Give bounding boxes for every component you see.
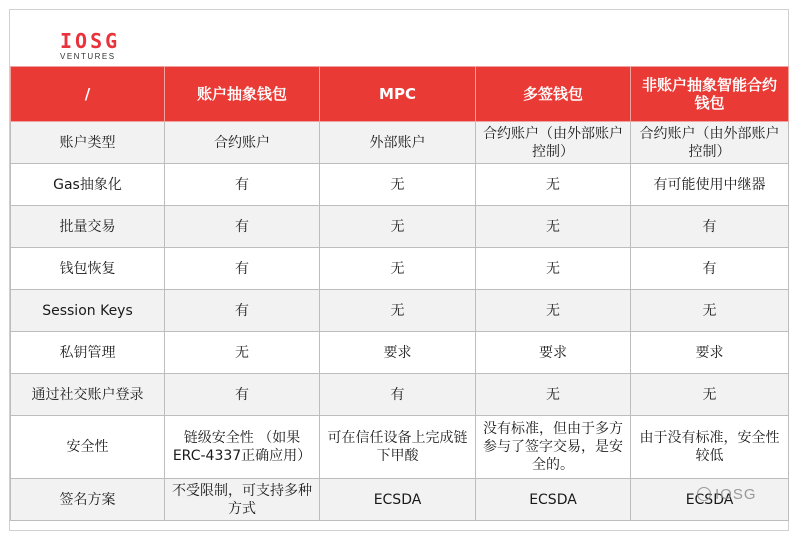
table-cell: 合约账户 [165, 122, 320, 164]
table-cell: 有 [165, 206, 320, 248]
header-cell: 非账户抽象智能合约钱包 [631, 67, 789, 122]
header-cell: MPC [320, 67, 476, 122]
table-cell: 无 [476, 164, 631, 206]
table-cell: 有可能使用中继器 [631, 164, 789, 206]
table-cell: 有 [165, 374, 320, 416]
table-row [11, 374, 789, 416]
table-cell: 合约账户（由外部账户控制） [631, 122, 789, 164]
row-label: 通过社交账户登录 [11, 374, 165, 416]
table-cell: 合约账户（由外部账户控制） [476, 122, 631, 164]
logo-main-text: IOSG [60, 29, 121, 53]
row-label: 安全性 [11, 416, 165, 479]
table-row [11, 206, 789, 248]
table-cell: 无 [320, 290, 476, 332]
table-cell: 外部账户 [320, 122, 476, 164]
table-cell: ECSDA [320, 479, 476, 521]
header-area [10, 10, 788, 65]
table-cell: 无 [320, 248, 476, 290]
table-cell: 要求 [631, 332, 789, 374]
row-label: 私钥管理 [11, 332, 165, 374]
table-cell: 有 [631, 248, 789, 290]
table-row [11, 479, 789, 521]
row-label: 钱包恢复 [11, 248, 165, 290]
row-label: 账户类型 [11, 122, 165, 164]
table-row [11, 164, 789, 206]
logo-sub-text: VENTURES [60, 52, 116, 61]
table-row [11, 248, 789, 290]
table-header-row [11, 67, 789, 122]
table-cell: 有 [165, 290, 320, 332]
table-cell: 无 [476, 206, 631, 248]
table-cell: 无 [631, 290, 789, 332]
wechat-icon [697, 487, 711, 501]
table-cell: 要求 [476, 332, 631, 374]
header-cell: / [11, 67, 165, 122]
table-row [11, 290, 789, 332]
comparison-table [10, 66, 789, 521]
table-cell: 有 [165, 248, 320, 290]
table-cell: 不受限制，可支持多种方式 [165, 479, 320, 521]
watermark-text: IOSG [715, 486, 757, 503]
table-cell: 有 [165, 164, 320, 206]
table-row [11, 122, 789, 164]
table-cell: 无 [165, 332, 320, 374]
table-cell: 没有标准，但由于多方参与了签字交易，是安全的。 [476, 416, 631, 479]
row-label: Session Keys [11, 290, 165, 332]
table-cell: 无 [476, 290, 631, 332]
table-cell: 无 [320, 164, 476, 206]
table-row [11, 332, 789, 374]
row-label: 批量交易 [11, 206, 165, 248]
table-cell: 要求 [320, 332, 476, 374]
table-cell: 无 [320, 206, 476, 248]
table-cell: ECSDA [631, 479, 789, 521]
header-cell: 账户抽象钱包 [165, 67, 320, 122]
table-cell: ECSDA [476, 479, 631, 521]
header-cell: 多签钱包 [476, 67, 631, 122]
table-cell: 链级安全性 （如果ERC-4337正确应用） [165, 416, 320, 479]
table-row [11, 416, 789, 479]
watermark [697, 486, 757, 503]
table-cell: 可在信任设备上完成链下甲酸 [320, 416, 476, 479]
row-label: Gas抽象化 [11, 164, 165, 206]
iosg-logo [60, 29, 121, 62]
row-label: 签名方案 [11, 479, 165, 521]
table-cell: 由于没有标准，安全性较低 [631, 416, 789, 479]
table-cell: 无 [476, 374, 631, 416]
table-cell: 有 [320, 374, 476, 416]
table-cell: 有 [631, 206, 789, 248]
table-cell: 无 [476, 248, 631, 290]
table-cell: 无 [631, 374, 789, 416]
